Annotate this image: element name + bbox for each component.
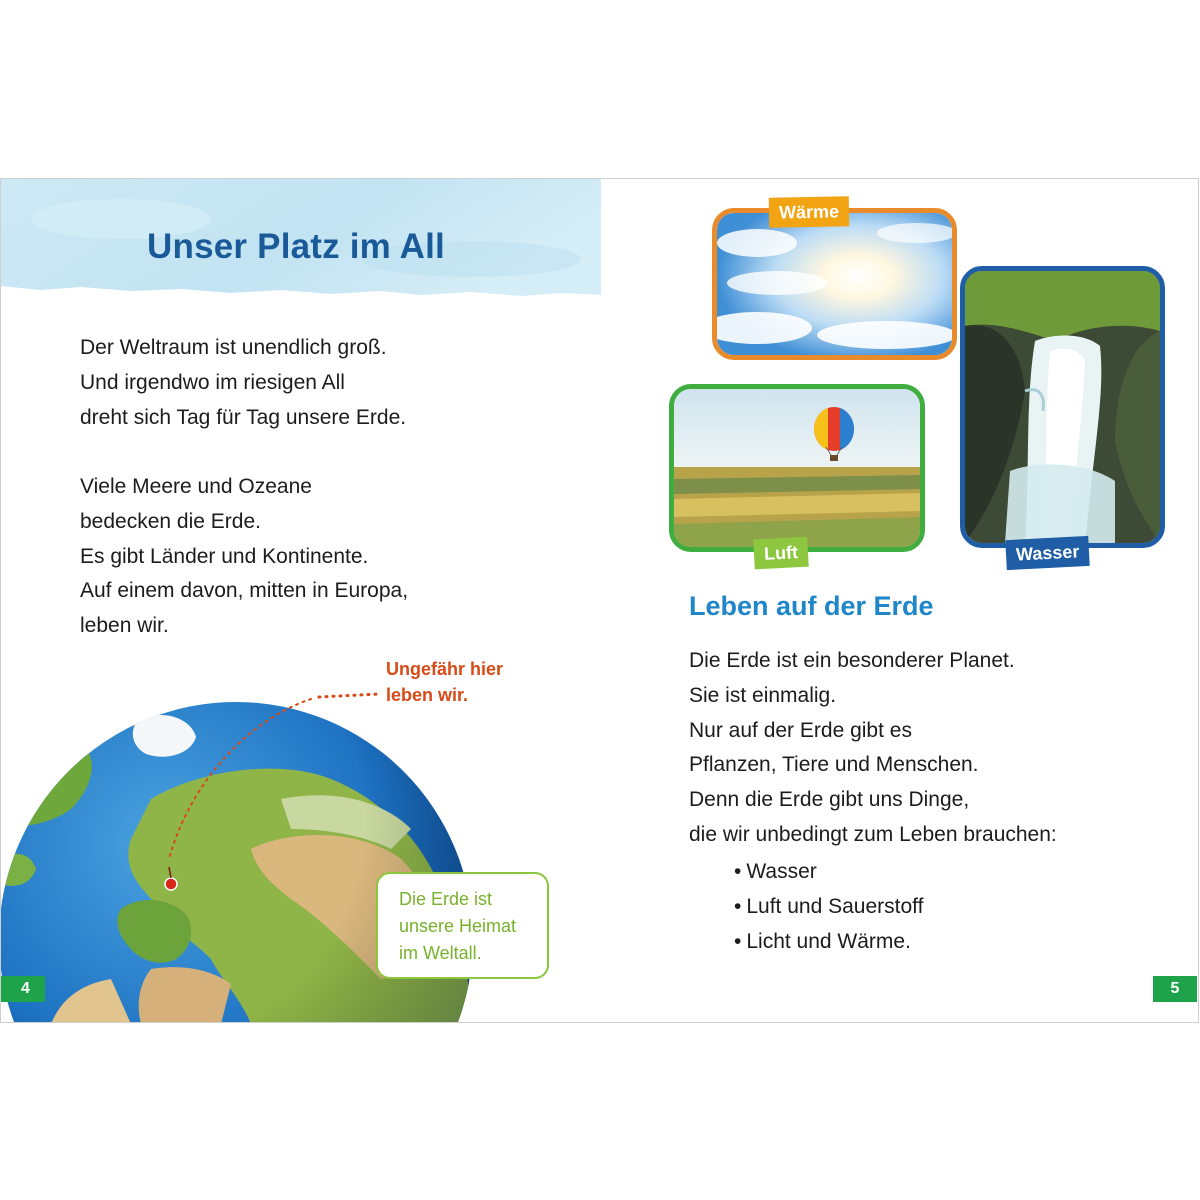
sky-sun-image (717, 213, 952, 355)
list-item: • Licht und Wärme. (734, 924, 923, 959)
waterfall-image (965, 271, 1160, 543)
text-line: dreht sich Tag für Tag unsere Erde. (80, 405, 407, 429)
needs-list (734, 854, 923, 959)
warmth-label: Wärme (769, 196, 850, 227)
text-line: bedecken die Erde. (80, 509, 261, 533)
water-photo (960, 266, 1165, 548)
home-box-line: im Weltall. (399, 943, 482, 963)
text-line: Es gibt Länder und Kontinente. (80, 544, 369, 568)
location-callout (386, 656, 503, 708)
life-paragraph (689, 644, 1057, 853)
text-line: Und irgendwo im riesigen All (80, 370, 345, 394)
home-box-line: unsere Heimat (399, 916, 517, 936)
text-line: die wir unbedingt zum Leben brauchen: (689, 822, 1057, 846)
left-page (1, 179, 601, 1023)
right-page (601, 179, 1199, 1023)
text-line: Pflanzen, Tiere und Menschen. (689, 753, 979, 777)
callout-line: leben wir. (386, 685, 469, 705)
page-number-right: 5 (1153, 976, 1197, 1002)
air-label: Luft (753, 537, 808, 570)
text-line: Viele Meere und Ozeane (80, 475, 312, 498)
text-line: Die Erde ist ein besonderer Planet. (689, 649, 1015, 672)
list-item: • Wasser (734, 854, 923, 889)
list-item: • Luft und Sauerstoff (734, 889, 923, 924)
text-line: Nur auf der Erde gibt es (689, 718, 912, 742)
air-photo (669, 384, 925, 552)
callout-line: Ungefähr hier (386, 659, 504, 679)
text-line: Der Weltraum ist unendlich groß. (80, 336, 387, 359)
warmth-photo (712, 208, 957, 360)
earth-home-box (376, 872, 549, 979)
page-title: Unser Platz im All (147, 227, 445, 266)
section-title: Leben auf der Erde (689, 591, 934, 621)
balloon-landscape-image (674, 389, 920, 547)
text-line: leben wir. (80, 614, 169, 638)
text-line: Auf einem davon, mitten in Europa, (80, 579, 409, 603)
water-label: Wasser (1005, 536, 1090, 570)
home-box-line: Die Erde ist (399, 889, 493, 909)
intro-paragraph-1 (80, 331, 406, 435)
page-number-left: 4 (1, 976, 45, 1002)
text-line: Sie ist einmalig. (689, 683, 837, 707)
intro-paragraph-2 (80, 470, 408, 644)
book-spread (0, 178, 1199, 1023)
text-line: Denn die Erde gibt uns Dinge, (689, 788, 970, 812)
